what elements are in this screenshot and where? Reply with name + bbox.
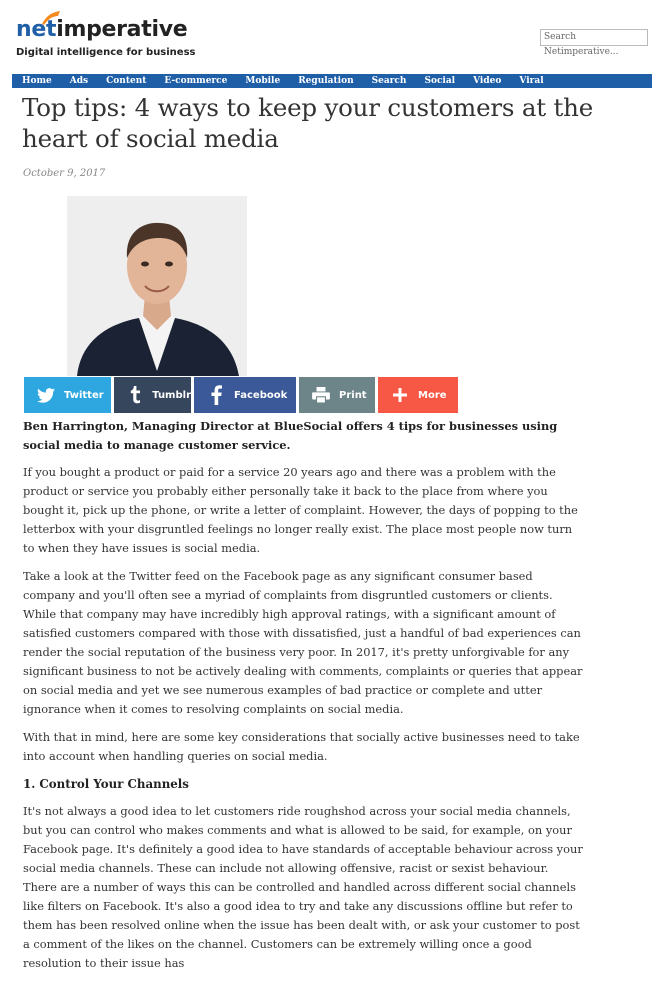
share-facebook-label: Facebook <box>234 389 288 401</box>
share-more-label: More <box>418 389 447 401</box>
share-bar <box>24 377 458 413</box>
logo-part-imperative: imperative <box>56 17 188 42</box>
nav-item-ads[interactable]: Ads <box>69 76 89 86</box>
share-twitter-label: Twitter <box>64 389 104 401</box>
tumblr-icon <box>122 386 148 404</box>
share-tumblr-label: Tumblr <box>152 389 191 401</box>
author-photo <box>67 196 247 376</box>
nav-item-social[interactable]: Social <box>424 76 456 86</box>
article-paragraph: It's not always a good idea to let customers ride roughshod across your social media channels, but you can control who makes comments and what is allowed to be said, for example, on your Facebook page. It's definitely a good idea to have standards of acceptable behaviour across your social media channels. These can include not allowing offensive, racist or sexist behaviour. There are a number of ways this can be controlled and handled across different social channels like filters on Facebook. It's also a good idea to try and take any discussions offline but refer to them has been resolved online when the issue has been dealt with, or ask your customer to post a comment of the likes on the channel. Customers can be extremely willing once a good resolution to their issue has <box>23 804 583 970</box>
twitter-icon <box>32 388 60 403</box>
share-print-button[interactable] <box>299 377 375 413</box>
author-portrait-image <box>67 196 247 376</box>
nav-item-video[interactable]: Video <box>473 76 502 86</box>
article-body <box>23 417 583 982</box>
share-more-button[interactable] <box>378 377 458 413</box>
share-tumblr-button[interactable] <box>114 377 191 413</box>
nav-item-mobile[interactable]: Mobile <box>245 76 281 86</box>
article-paragraph: If you bought a product or paid for a service 20 years ago and there was a problem with the product or service you probably either personally take it back to the place from where you bought it, pick up the phone, or write a letter of complaint. However, the days of popping to the letterbox with your disgruntled feelings no longer really exist. The place most people now turn to when they have issues is social media. <box>23 465 578 555</box>
site-logo[interactable] <box>16 10 196 62</box>
article-lead: Ben Harrington, Managing Director at BlueSocial offers 4 tips for businesses using social media to manage customer service. <box>23 419 558 452</box>
share-print-label: Print <box>339 389 367 401</box>
main-nav <box>12 74 652 88</box>
logo-tagline: Digital intelligence for business <box>16 47 196 58</box>
nav-item-viral[interactable]: Viral <box>519 76 544 86</box>
printer-icon <box>307 387 335 403</box>
section-heading: 1. Control Your Channels <box>23 777 189 791</box>
search-input[interactable]: Search Netimperative... <box>540 29 648 46</box>
article-date: October 9, 2017 <box>23 168 106 179</box>
logo-part-net: net <box>16 17 57 42</box>
share-twitter-button[interactable] <box>24 377 111 413</box>
nav-item-home[interactable]: Home <box>22 76 52 86</box>
article-paragraph: Take a look at the Twitter feed on the Facebook page as any significant consumer based company and you'll often see a myriad of complaints from disgruntled customers or clients. While that company may have incredibly high approval ratings, with a significant amount of satisfied customers compared with those with dissatisfied, just a handful of bad experiences can render the social reputation of the business very poor. In 2017, it's pretty unforgivable for any significant business to not be actively dealing with comments, complaints or queries that appear on social media and yet we see numerous examples of bad practice or complete and utter ignorance when it comes to resolving complaints on social media. <box>23 569 583 716</box>
facebook-icon <box>202 385 230 405</box>
nav-item-search[interactable]: Search <box>371 76 407 86</box>
article-title: Top tips: 4 ways to keep your customers at the heart of social media <box>22 93 594 153</box>
share-facebook-button[interactable] <box>194 377 296 413</box>
nav-item-ecommerce[interactable]: E-commerce <box>164 76 228 86</box>
logo-wordmark <box>16 16 187 44</box>
article-paragraph: With that in mind, here are some key considerations that socially active businesses need to take into account when handling queries on social media. <box>23 730 580 763</box>
nav-item-content[interactable]: Content <box>106 76 147 86</box>
plus-icon <box>386 388 414 402</box>
nav-item-regulation[interactable]: Regulation <box>298 76 354 86</box>
